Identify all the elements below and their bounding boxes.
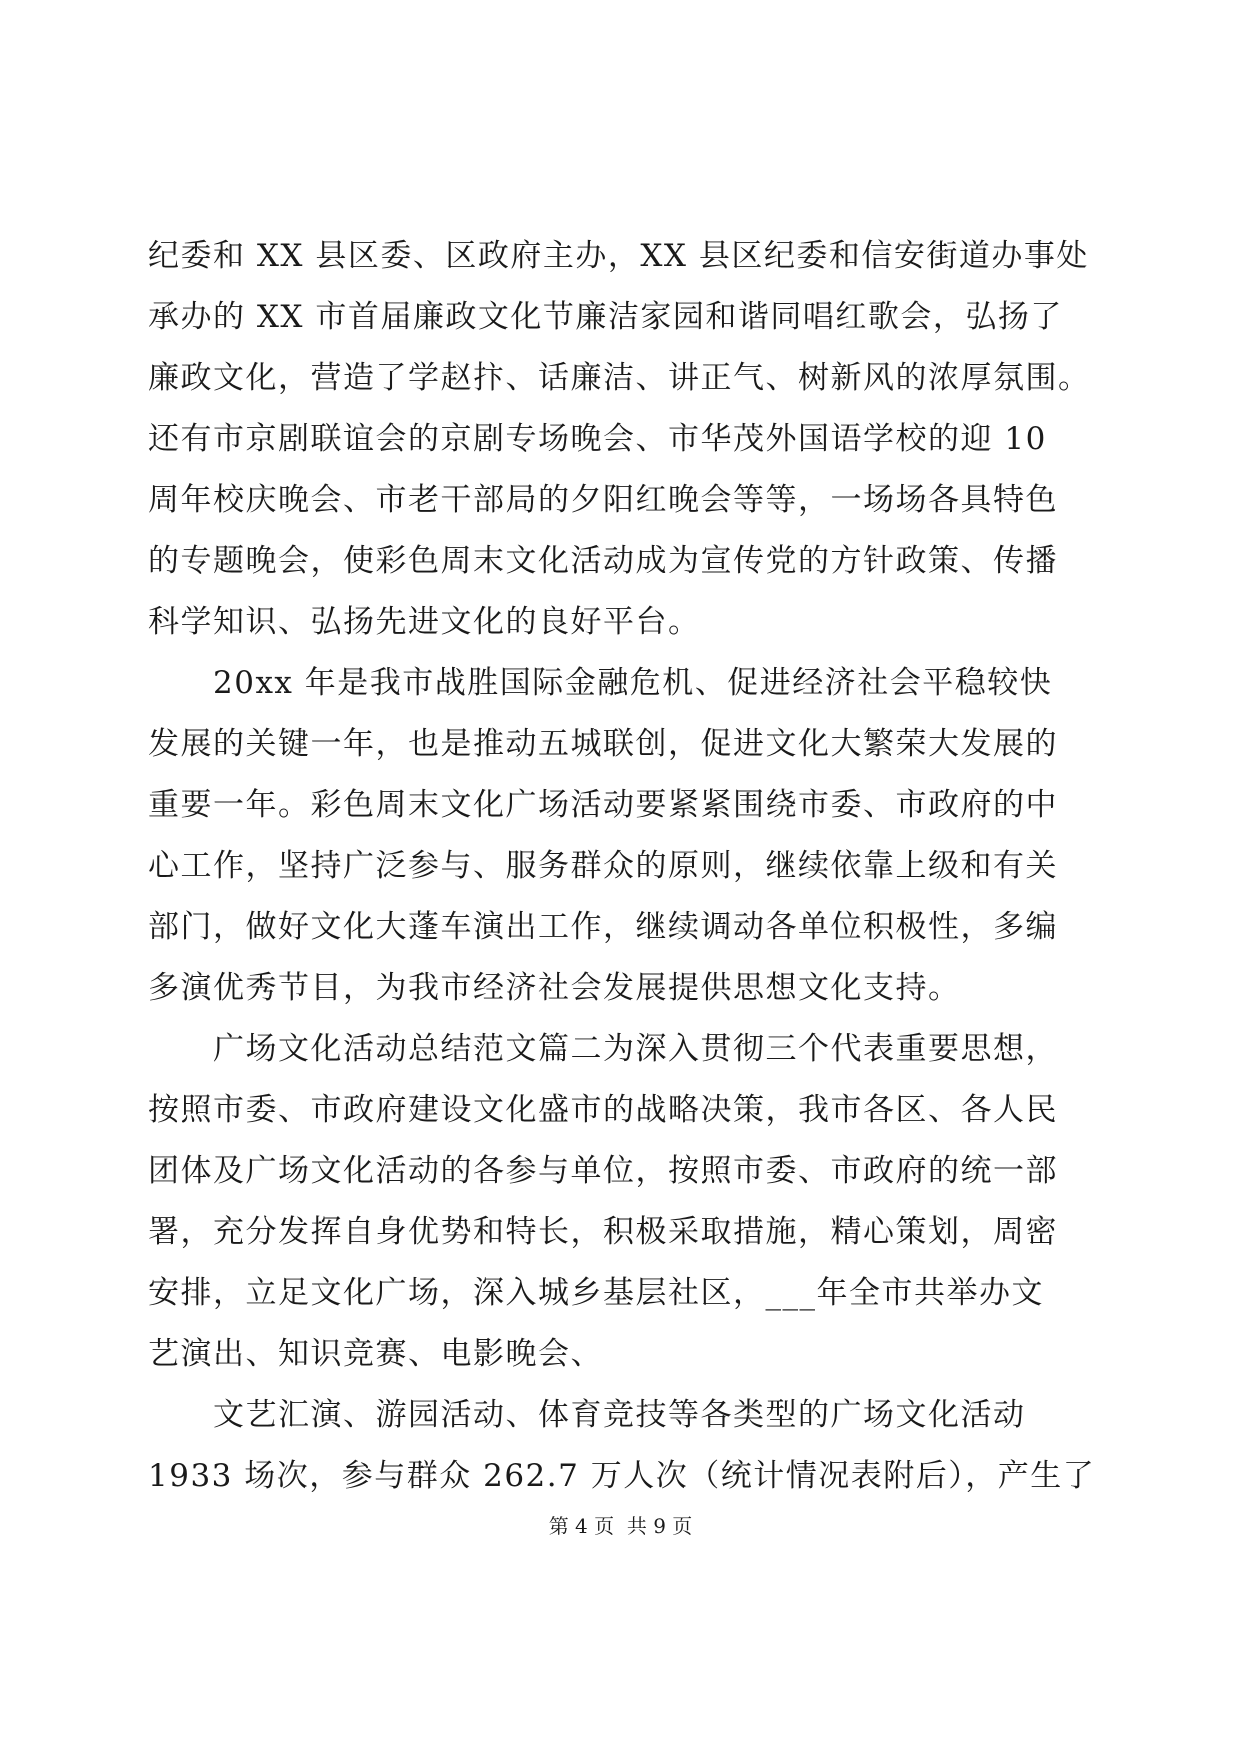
body-text <box>148 226 1098 1507</box>
text-line: 1933 场次，参与群众 262.7 万人次（统计情况表附后），产生了 <box>148 1458 1096 1494</box>
text-line: 发展的关键一年，也是推动五城联创，促进文化大繁荣大发展的 <box>148 726 1058 762</box>
text-line: 安排，立足文化广场，深入城乡基层社区，___年全市共举办文 <box>148 1275 1044 1311</box>
text-line: 还有市京剧联谊会的京剧专场晚会、市华茂外国语学校的迎 10 <box>148 421 1047 457</box>
text-line: 的专题晚会，使彩色周末文化活动成为宣传党的方针政策、传播 <box>148 543 1058 579</box>
text-line: 多演优秀节目，为我市经济社会发展提供思想文化支持。 <box>148 970 961 1006</box>
text-line: 文艺汇演、游园活动、体育竞技等各类型的广场文化活动 <box>148 1397 1026 1433</box>
text-line: 按照市委、市政府建设文化盛市的战略决策，我市各区、各人民 <box>148 1092 1058 1128</box>
text-line: 广场文化活动总结范文篇二为深入贯彻三个代表重要思想， <box>148 1031 1058 1067</box>
text-line: 团体及广场文化活动的各参与单位，按照市委、市政府的统一部 <box>148 1153 1058 1189</box>
text-line: 承办的 XX 市首届廉政文化节廉洁家园和谐同唱红歌会，弘扬了 <box>148 299 1063 335</box>
text-line: 艺演出、知识竞赛、电影晚会、 <box>148 1336 603 1372</box>
text-line: 纪委和 XX 县区委、区政府主办，XX 县区纪委和信安街道办事处 <box>148 238 1089 274</box>
text-line: 部门，做好文化大蓬车演出工作，继续调动各单位积极性，多编 <box>148 909 1058 945</box>
text-line: 廉政文化，营造了学赵抃、话廉洁、讲正气、树新风的浓厚氛围。 <box>148 360 1091 396</box>
text-line: 20xx 年是我市战胜国际金融危机、促进经济社会平稳较快 <box>148 665 1053 701</box>
text-line: 心工作，坚持广泛参与、服务群众的原则，继续依靠上级和有关 <box>148 848 1058 884</box>
text-line: 科学知识、弘扬先进文化的良好平台。 <box>148 604 701 640</box>
page-footer <box>0 1512 1241 1540</box>
text-line: 周年校庆晚会、市老干部局的夕阳红晚会等等，一场场各具特色 <box>148 482 1058 518</box>
page-number: 第 4 页 共 9 页 <box>548 1514 693 1538</box>
text-line: 重要一年。彩色周末文化广场活动要紧紧围绕市委、市政府的中 <box>148 787 1058 823</box>
text-line: 署，充分发挥自身优势和特长，积极采取措施，精心策划，周密 <box>148 1214 1058 1250</box>
